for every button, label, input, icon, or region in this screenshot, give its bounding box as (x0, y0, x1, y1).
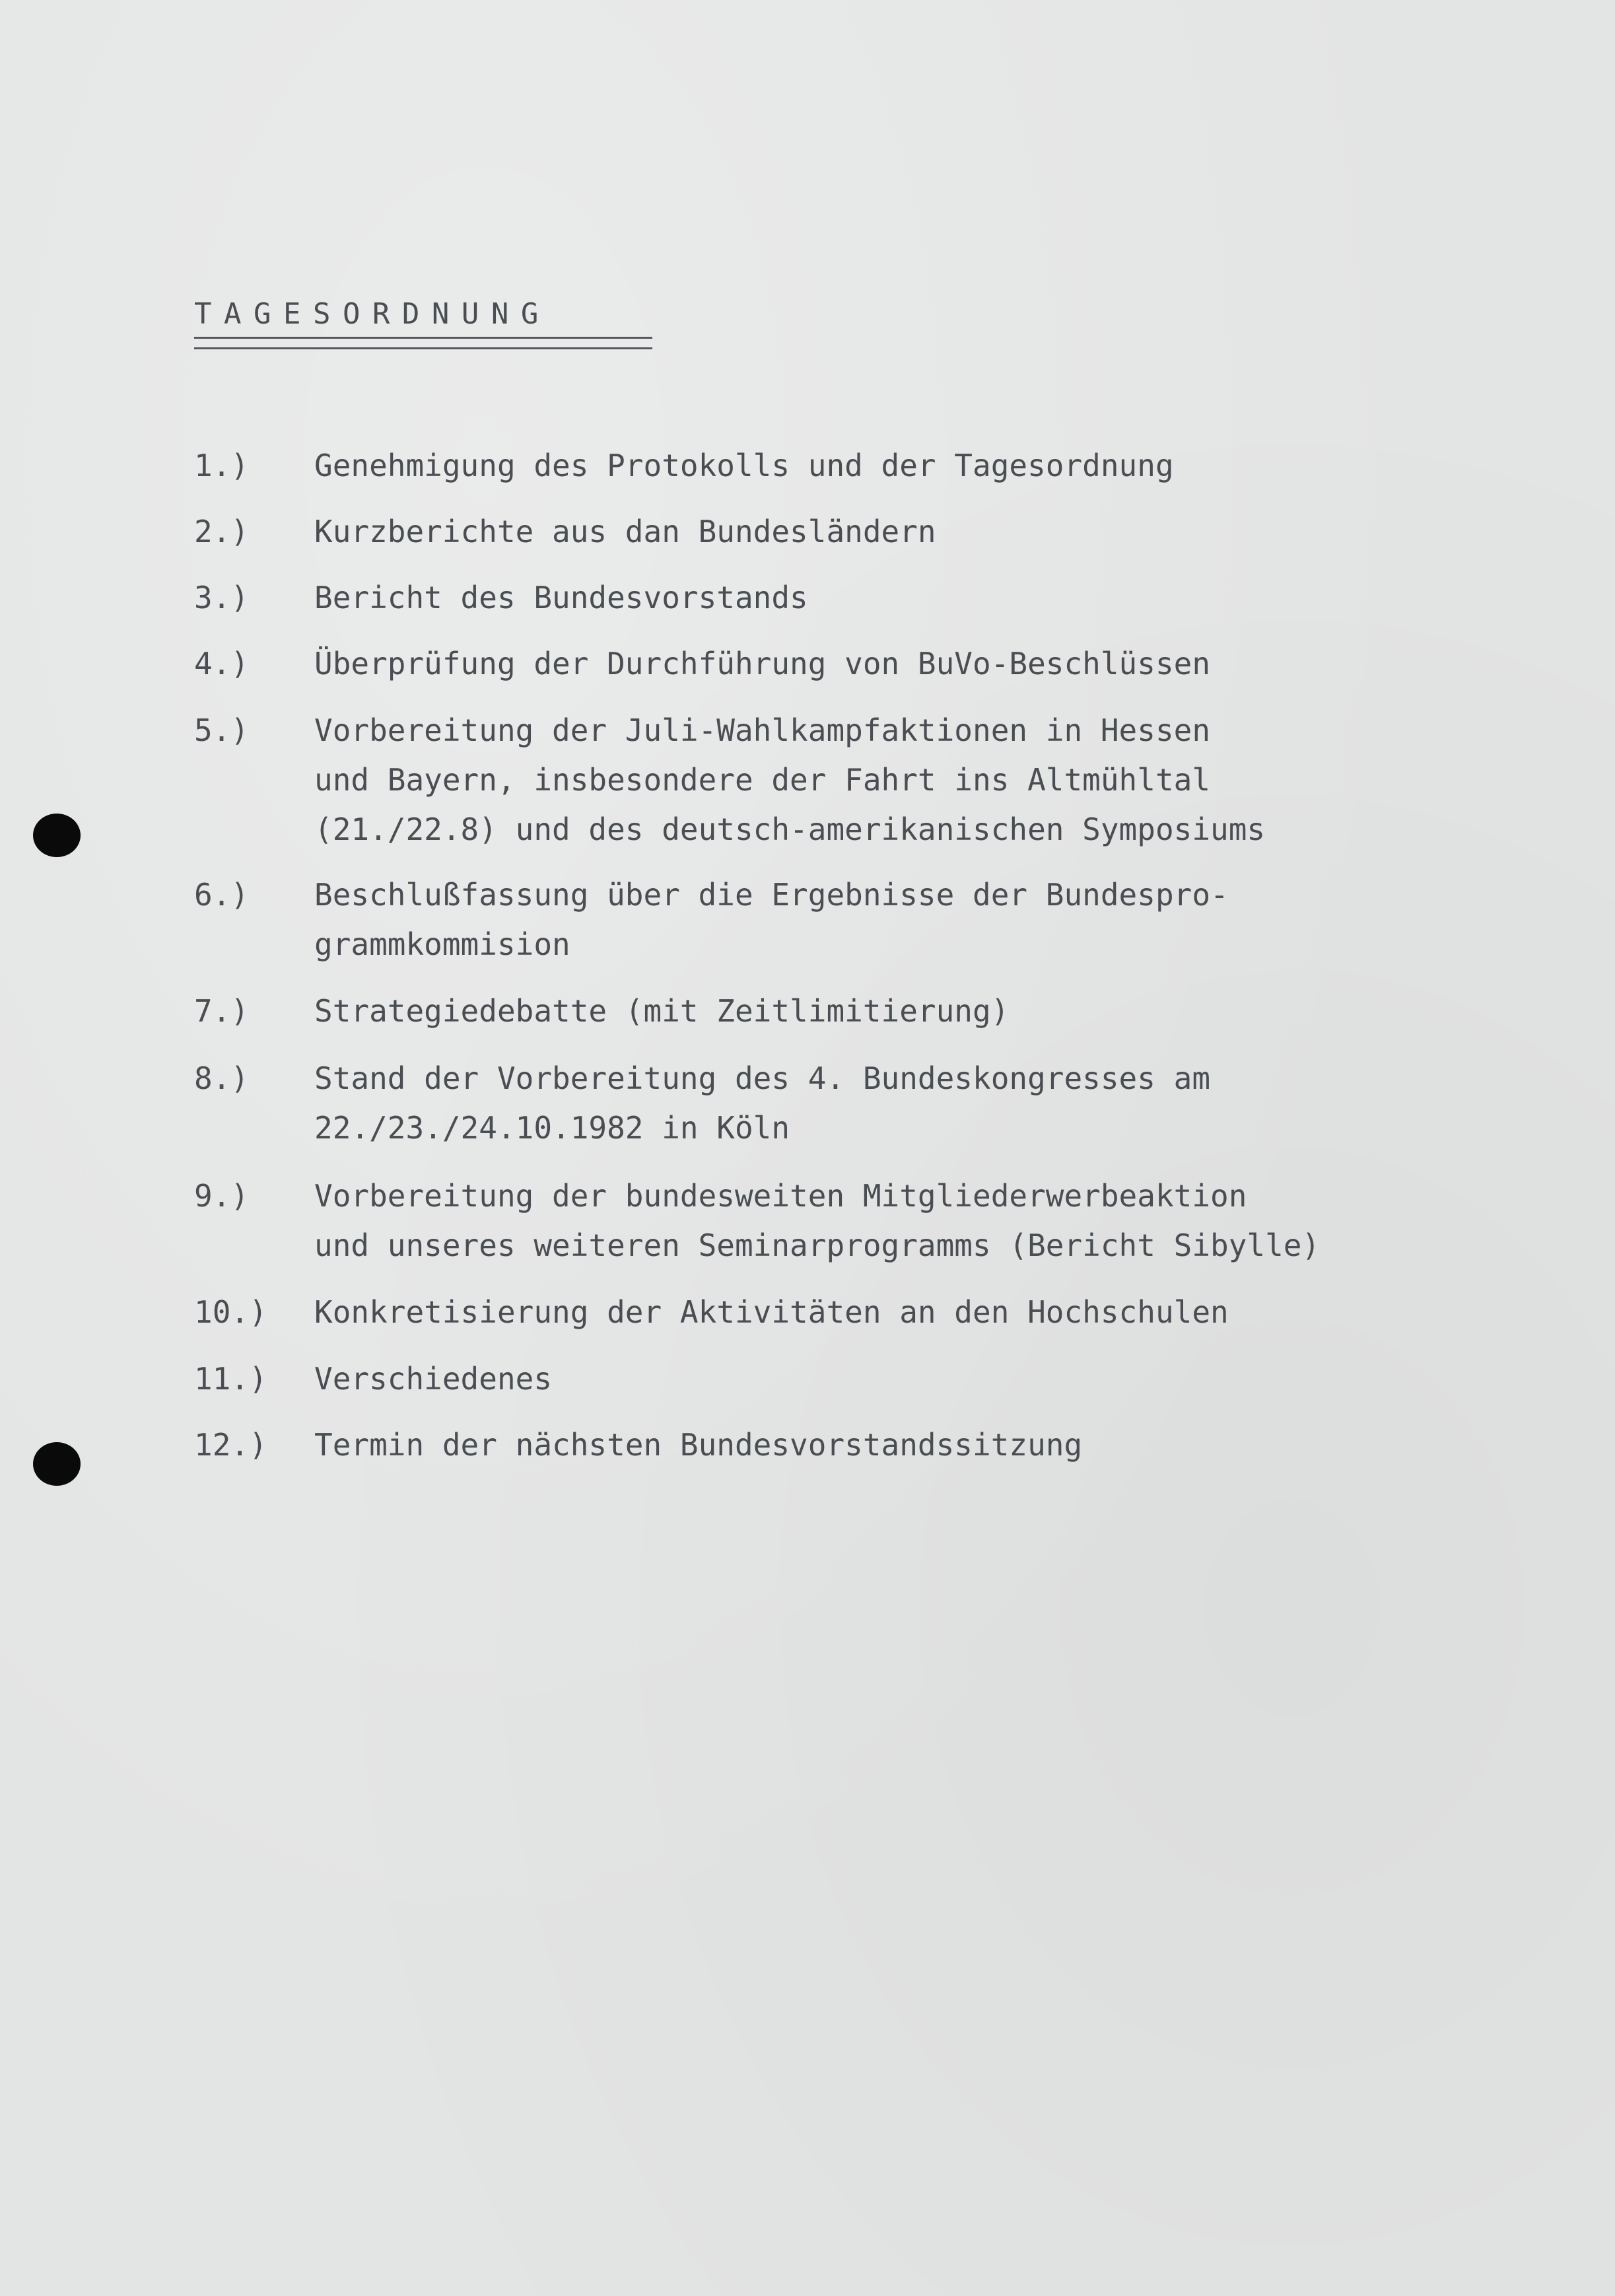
punch-hole (33, 814, 81, 857)
agenda-item-number: 7.) (194, 993, 250, 1029)
agenda-item-number: 3.) (194, 580, 250, 615)
agenda-item-text: (21./22.8) und des deutsch-amerikanischen Symposiums (314, 812, 1266, 847)
agenda-item-text: Kurzberichte aus dan Bundesländern (314, 514, 936, 549)
agenda-item-number: 5.) (194, 713, 250, 748)
agenda-item-text: grammkommision (314, 926, 570, 962)
agenda-item-text: Überprüfung der Durchführung von BuVo-Beschlüssen (314, 646, 1211, 681)
agenda-item-number: 4.) (194, 646, 250, 681)
agenda-item-number: 8.) (194, 1061, 250, 1096)
agenda-list (194, 0, 1515, 2296)
agenda-item-number: 9.) (194, 1178, 250, 1214)
punch-hole (33, 1442, 81, 1486)
agenda-item-number: 10.) (194, 1294, 267, 1330)
agenda-item-text: Beschlußfassung über die Ergebnisse der Bundespro- (314, 877, 1229, 913)
agenda-item-text: Termin der nächsten Bundesvorstandssitzung (314, 1427, 1083, 1463)
agenda-item-text: Genehmigung des Protokolls und der Tagesordnung (314, 448, 1174, 483)
agenda-item-text: 22./23./24.10.1982 in Köln (314, 1110, 790, 1146)
agenda-item-text: Bericht des Bundesvorstands (314, 580, 808, 615)
agenda-item-text: Verschiedenes (314, 1361, 553, 1397)
agenda-item-text: Vorbereitung der Juli-Wahlkampfaktionen in Hessen (314, 713, 1211, 748)
agenda-item-number: 1.) (194, 448, 250, 483)
agenda-item-text: und Bayern, insbesondere der Fahrt ins Altmühltal (314, 762, 1211, 798)
page-title: TAGESORDNUNG (194, 297, 551, 331)
agenda-item-number: 6.) (194, 877, 250, 913)
agenda-item-text: Strategiedebatte (mit Zeitlimitierung) (314, 993, 1010, 1029)
agenda-item-text: Stand der Vorbereitung des 4. Bundeskongresses am (314, 1061, 1211, 1096)
agenda-item-text: Vorbereitung der bundesweiten Mitgliederwerbeaktion (314, 1178, 1247, 1214)
agenda-item-text: Konkretisierung der Aktivitäten an den Hochschulen (314, 1294, 1229, 1330)
agenda-item-number: 12.) (194, 1427, 267, 1463)
agenda-item-text: und unseres weiteren Seminarprogramms (Bericht Sibylle) (314, 1228, 1321, 1263)
agenda-item-number: 11.) (194, 1361, 267, 1397)
agenda-item-number: 2.) (194, 514, 250, 549)
